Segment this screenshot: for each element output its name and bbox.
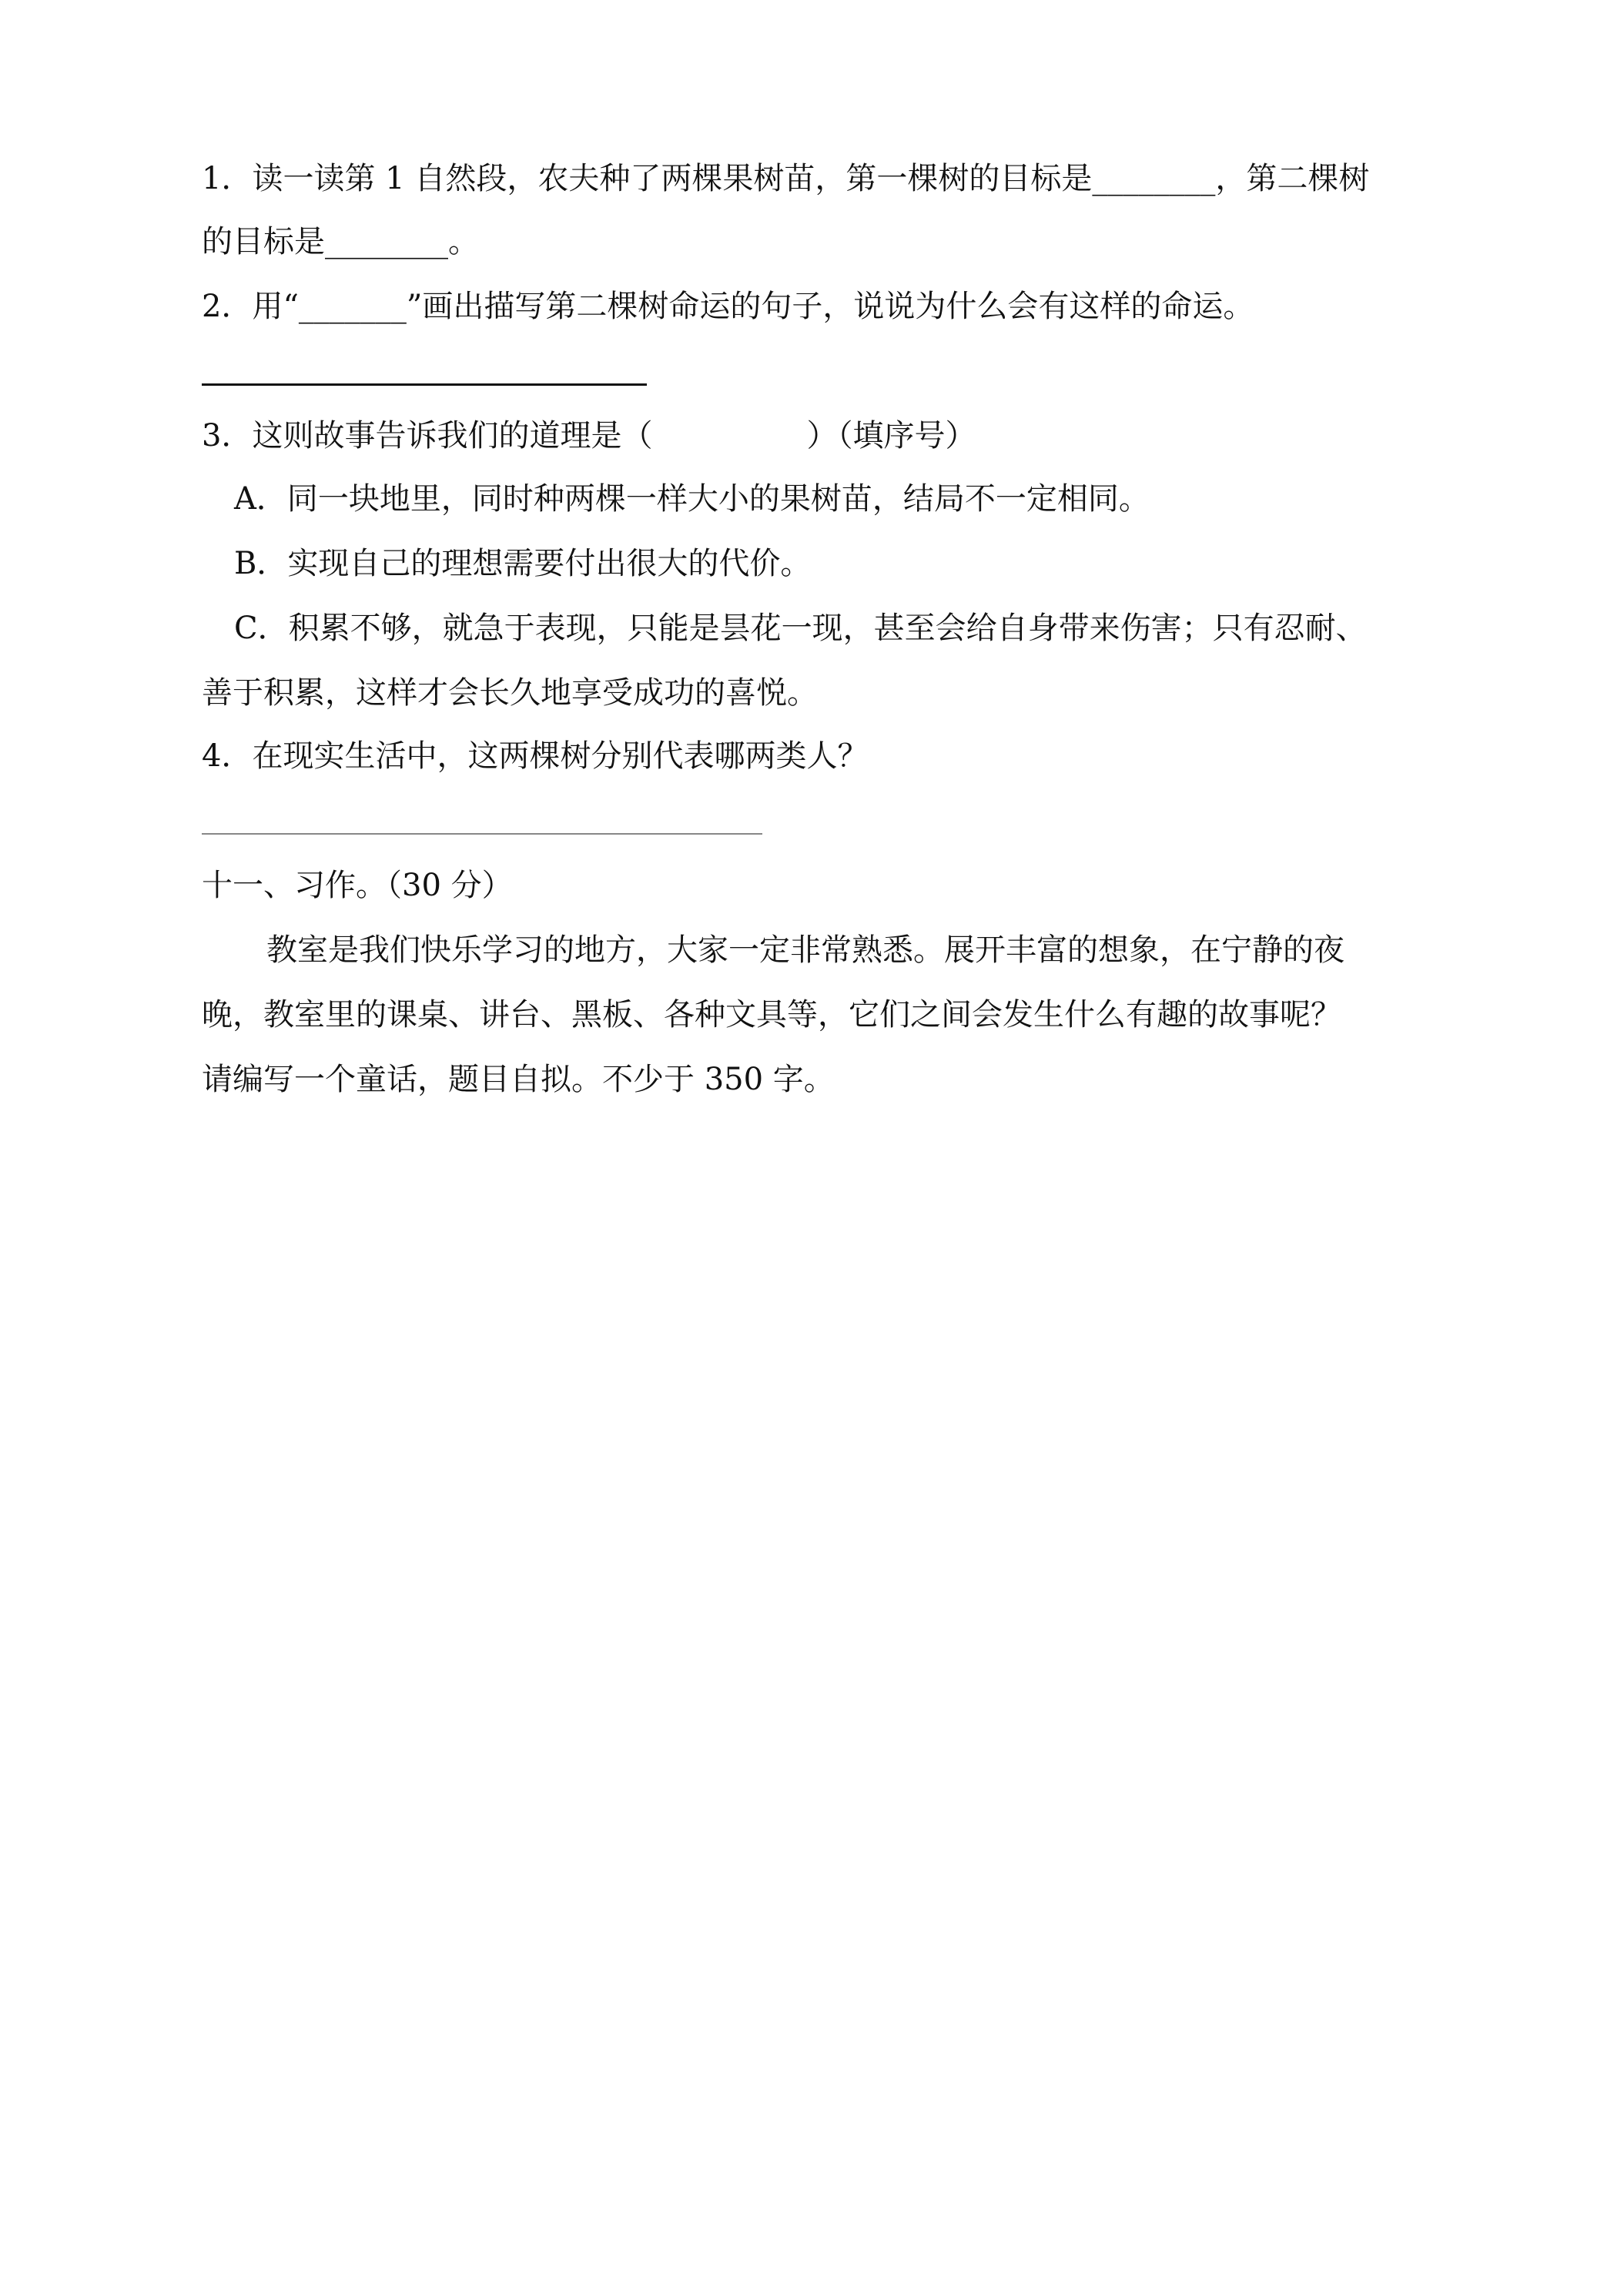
question-2-answer-line[interactable]: [202, 383, 647, 386]
question-3: 3．这则故事告诉我们的道理是（ ）（填序号）: [202, 418, 976, 454]
section-11-body-line-2: 晚，教室里的课桌、讲台、黑板、各种文具等，它们之间会发生什么有趣的故事呢？: [202, 997, 1341, 1033]
question-3-option-b: B．实现自己的理想需要付出很大的代价。: [234, 546, 812, 581]
section-11-body-line-1: 教室是我们快乐学习的地方，大家一定非常熟悉。展开丰富的想象，在宁静的夜: [266, 932, 1344, 968]
question-3-option-a: A．同一块地里，同时种两棵一样大小的果树苗，结局不一定相同。: [234, 481, 1150, 517]
question-3-option-c-line-2: 善于积累，这样才会长久地享受成功的喜悦。: [202, 675, 818, 711]
question-1-line-1: 1．读一读第 1 自然段，农夫种了两棵果树苗，第一棵树的目标是________，第二棵树: [202, 161, 1370, 196]
question-3-option-c-line-1: C．积累不够，就急于表现，只能是昙花一现，甚至会给自身带来伤害；只有忍耐、: [234, 611, 1367, 646]
question-4-answer-line[interactable]: [202, 833, 762, 835]
question-1-line-2: 的目标是________。: [202, 224, 479, 259]
question-2: 2．用“_______”画出描写第二棵树命运的句子，说说为什么会有这样的命运。: [202, 289, 1254, 324]
question-4: 4．在现实生活中，这两棵树分别代表哪两类人？: [202, 738, 869, 774]
section-11-body-line-3: 请编写一个童话，题目自拟。不少于 350 字。: [202, 1062, 835, 1097]
section-11-heading: 十一、习作。（30 分）: [202, 868, 513, 903]
